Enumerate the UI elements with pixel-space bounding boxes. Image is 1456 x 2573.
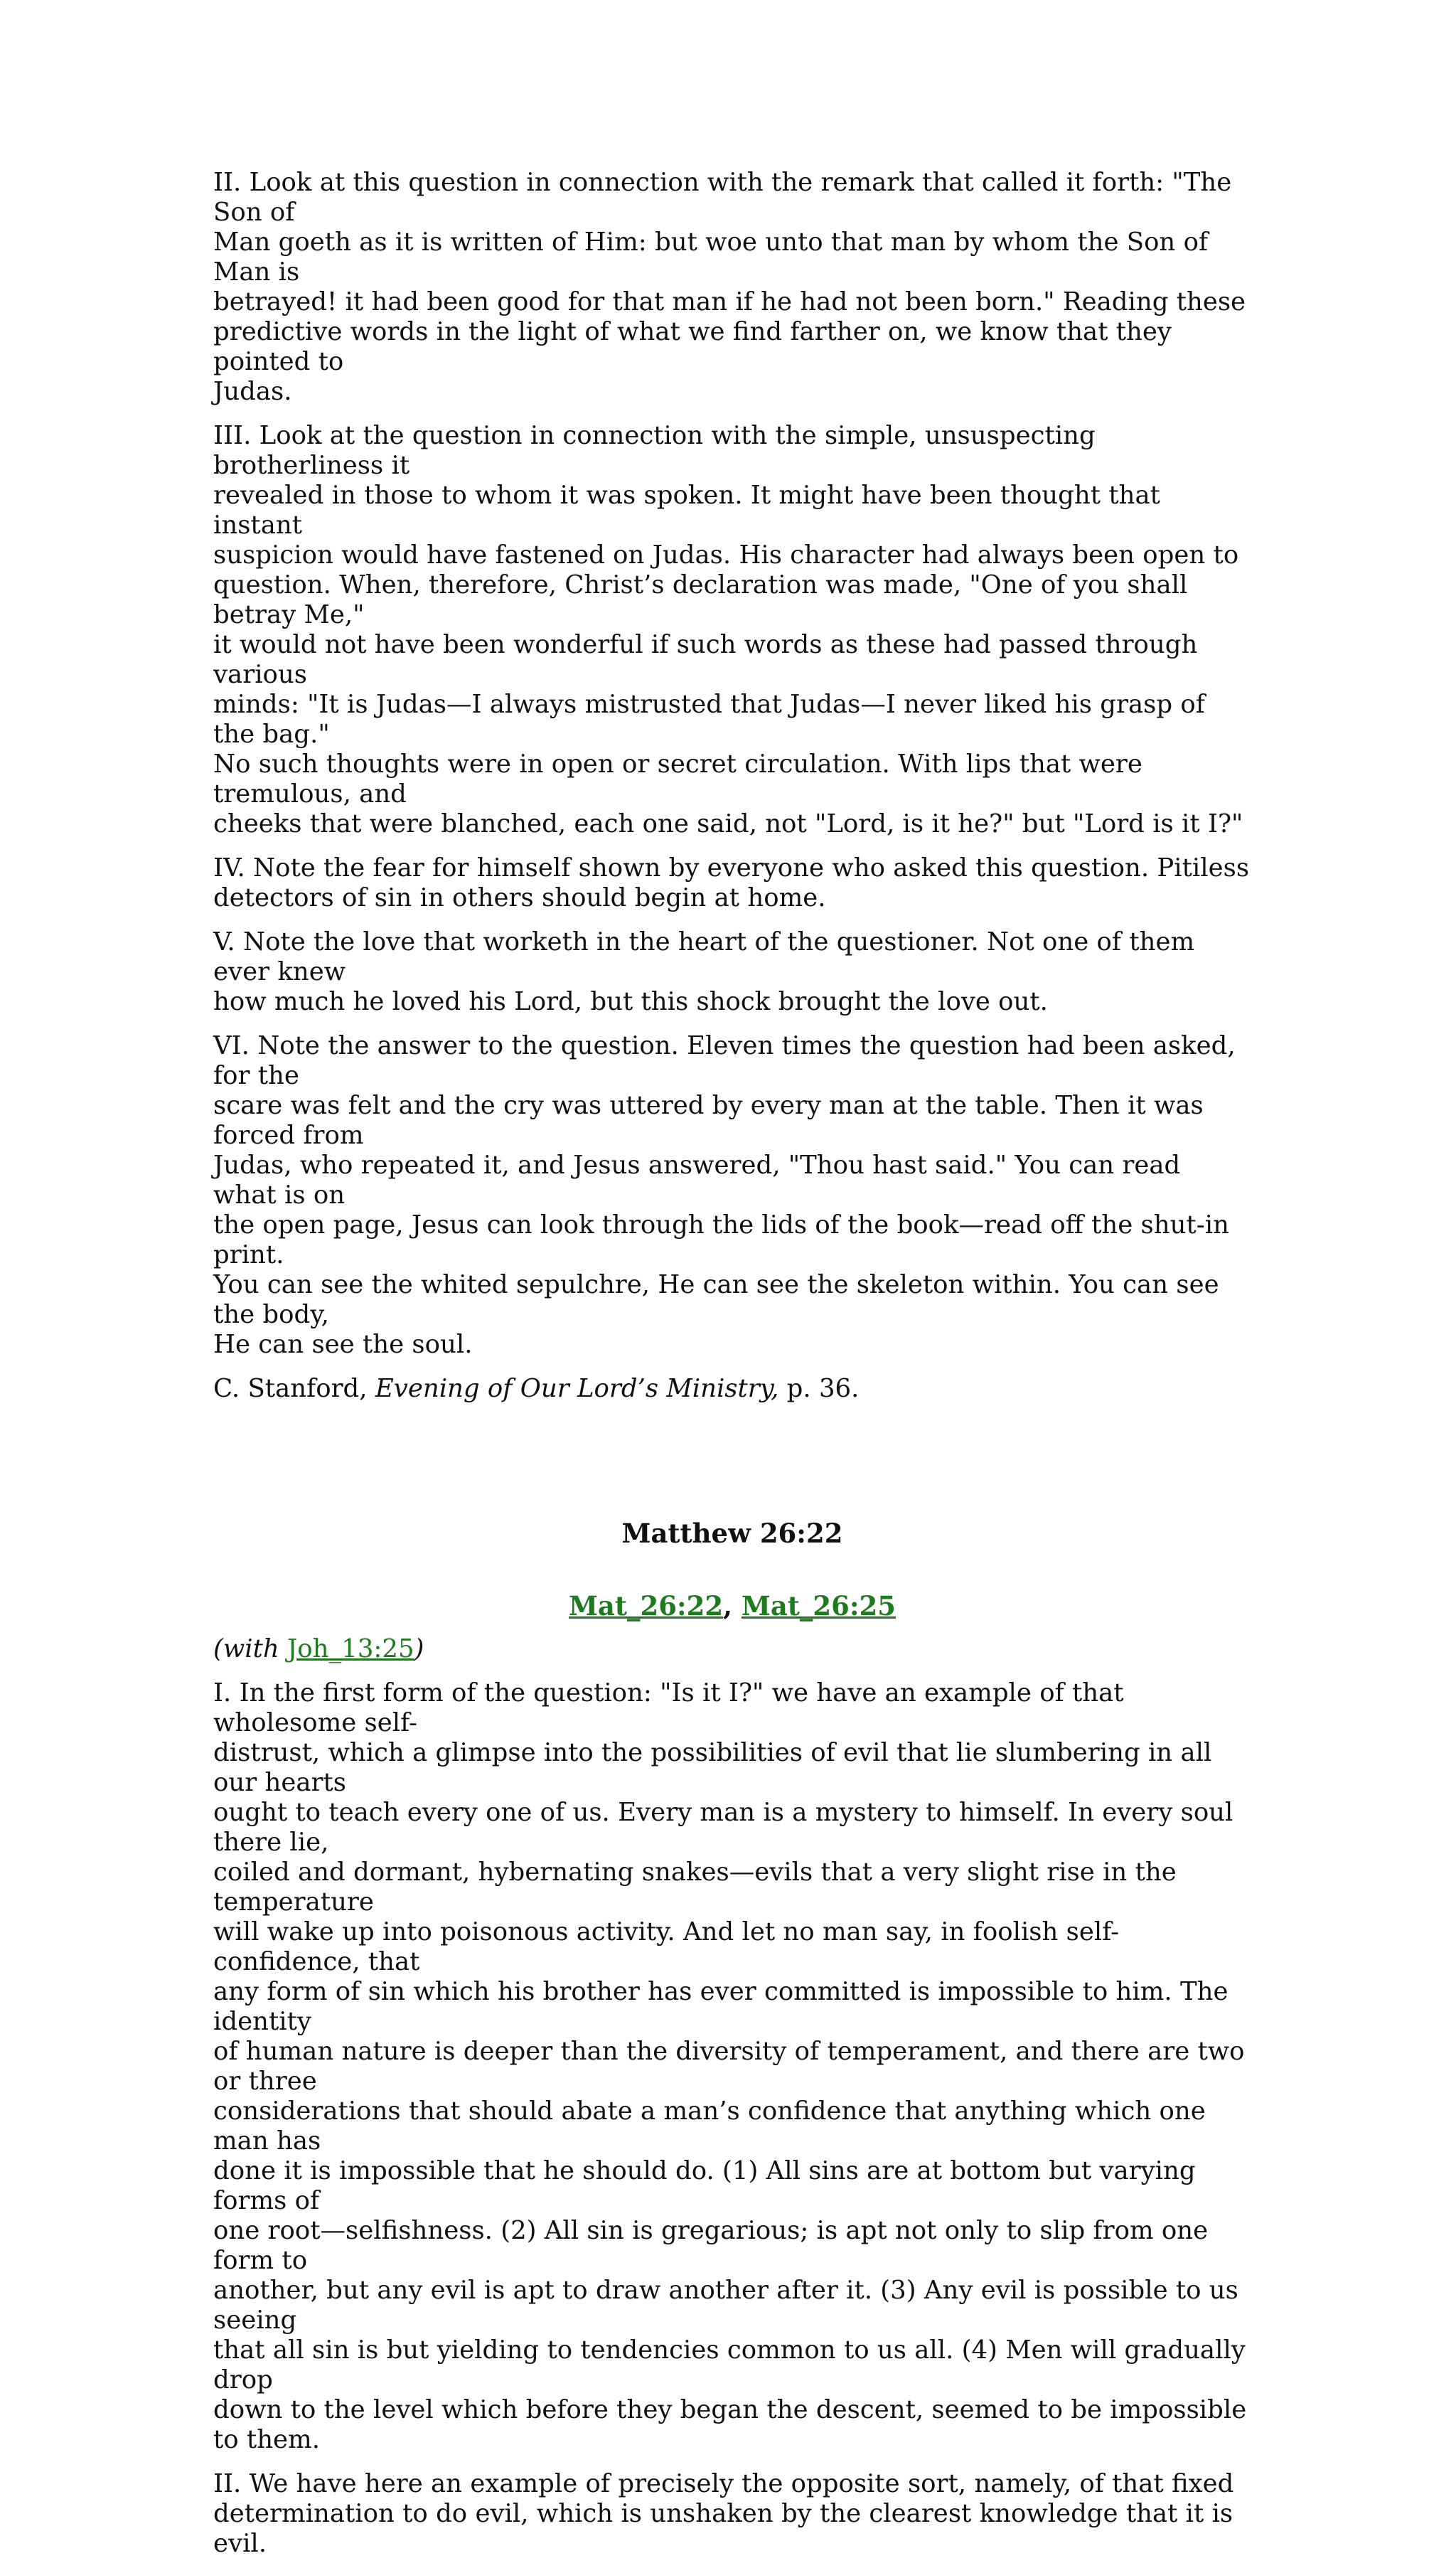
document-page bbox=[213, 168, 1251, 2573]
ref-separator: , bbox=[723, 1590, 742, 1621]
citation-page: p. 36. bbox=[778, 1374, 860, 1403]
paragraph-iii-brotherliness: III. Look at the question in connection with the simple, unsuspecting brotherliness it revealed in those to whom it was spoken. It might have been thought that instant suspicion would have fastened on Judas. His character had always been open to question. When, therefore, Christ’s declaration was made, "One of you shall betray Me," it would not have been wonderful if such words as these had passed through various minds: "It is Judas—I always mistrusted that Judas—I never liked his grasp of the bag." No such thoughts were in open or secret circulation. With lips that were tremulous, and cheeks that were blanched, each one said, not "Lord, is it he?" but "Lord is it I?" bbox=[213, 421, 1243, 838]
paragraph-ii-remark: II. Look at this question in connection with the remark that called it forth: "The Son of Man goeth as it is written of Him: but woe unto that man by whom the Son of Man is betrayed! it had been good for that man if he had not been born." Reading these predictive words in the light of what we find farther on, we know that they pointed to Judas. bbox=[213, 168, 1246, 406]
paragraph-iv-fear: IV. Note the fear for himself shown by everyone who asked this question. Pitiless detectors of sin in others should begin at home. bbox=[213, 853, 1250, 912]
scripture-references bbox=[213, 1590, 1251, 1621]
with-suffix: ) bbox=[414, 1634, 424, 1663]
paragraph-i-self-distrust: I. In the first form of the question: "Is it I?" we have an example of that wholesome self- distrust, which a glimpse into the possibilities of evil that lie slumbering in all our hearts ought to teach every one of us. Every man is a mystery to himself. In every soul there lie, coiled and dormant, hybernating snakes—evils that a very slight rise in the temperature will wake up into poisonous activity. And let no man say, in foolish self-confidence, that any form of sin which his brother has ever committed is impossible to him. The identity of human nature is deeper than the diversity of temperament, and there are two or three considerations that should abate a man’s confidence that anything which one man has done it is impossible that he should do. (1) All sins are at bottom but varying forms of one root—selfishness. (2) All sin is gregarious; is apt not only to slip from one form to another, but any evil is apt to draw another after it. (3) Any evil is possible to us seeing that all sin is but yielding to tendencies common to us all. (4) Men will gradually drop down to the level which before they began the descent, seemed to be impossible to them. bbox=[213, 1678, 1247, 2454]
cross-reference-line bbox=[213, 1634, 1251, 1664]
citation-author: C. Stanford, bbox=[213, 1374, 375, 1403]
paragraph-ii-determination: II. We have here an example of precisely the opposite sort, namely, of that fixed determination to do evil, which is unshaken by the clearest knowledge that it is evil. bbox=[213, 2469, 1234, 2558]
ref-link-mat-26-22[interactable]: Mat_26:22 bbox=[568, 1590, 724, 1621]
section-spacer bbox=[213, 1418, 1251, 1518]
citation-work: Evening of Our Lord’s Ministry, bbox=[375, 1374, 779, 1403]
ref-link-joh-13-25[interactable]: Joh_13:25 bbox=[287, 1634, 414, 1663]
section-title: Matthew 26:22 bbox=[621, 1518, 843, 1549]
citation bbox=[213, 1374, 1251, 1404]
ref-link-mat-26-25[interactable]: Mat_26:25 bbox=[741, 1590, 896, 1621]
paragraph-vi-answer: VI. Note the answer to the question. Eleven times the question had been asked, for the scare was felt and the cry was uttered by every man at the table. Then it was forced from Judas, who repeated it, and Jesus answered, "Thou hast said." You can read what is on the open page, Jesus can look through the lids of the book—read off the shut-in print. You can see the whited sepulchre, He can see the skeleton within. You can see the body, He can see the soul. bbox=[213, 1031, 1236, 1359]
with-prefix: (with bbox=[213, 1634, 288, 1663]
paragraph-v-love: V. Note the love that worketh in the heart of the questioner. Not one of them ever knew how much he loved his Lord, but this shock brought the love out. bbox=[213, 927, 1195, 1016]
